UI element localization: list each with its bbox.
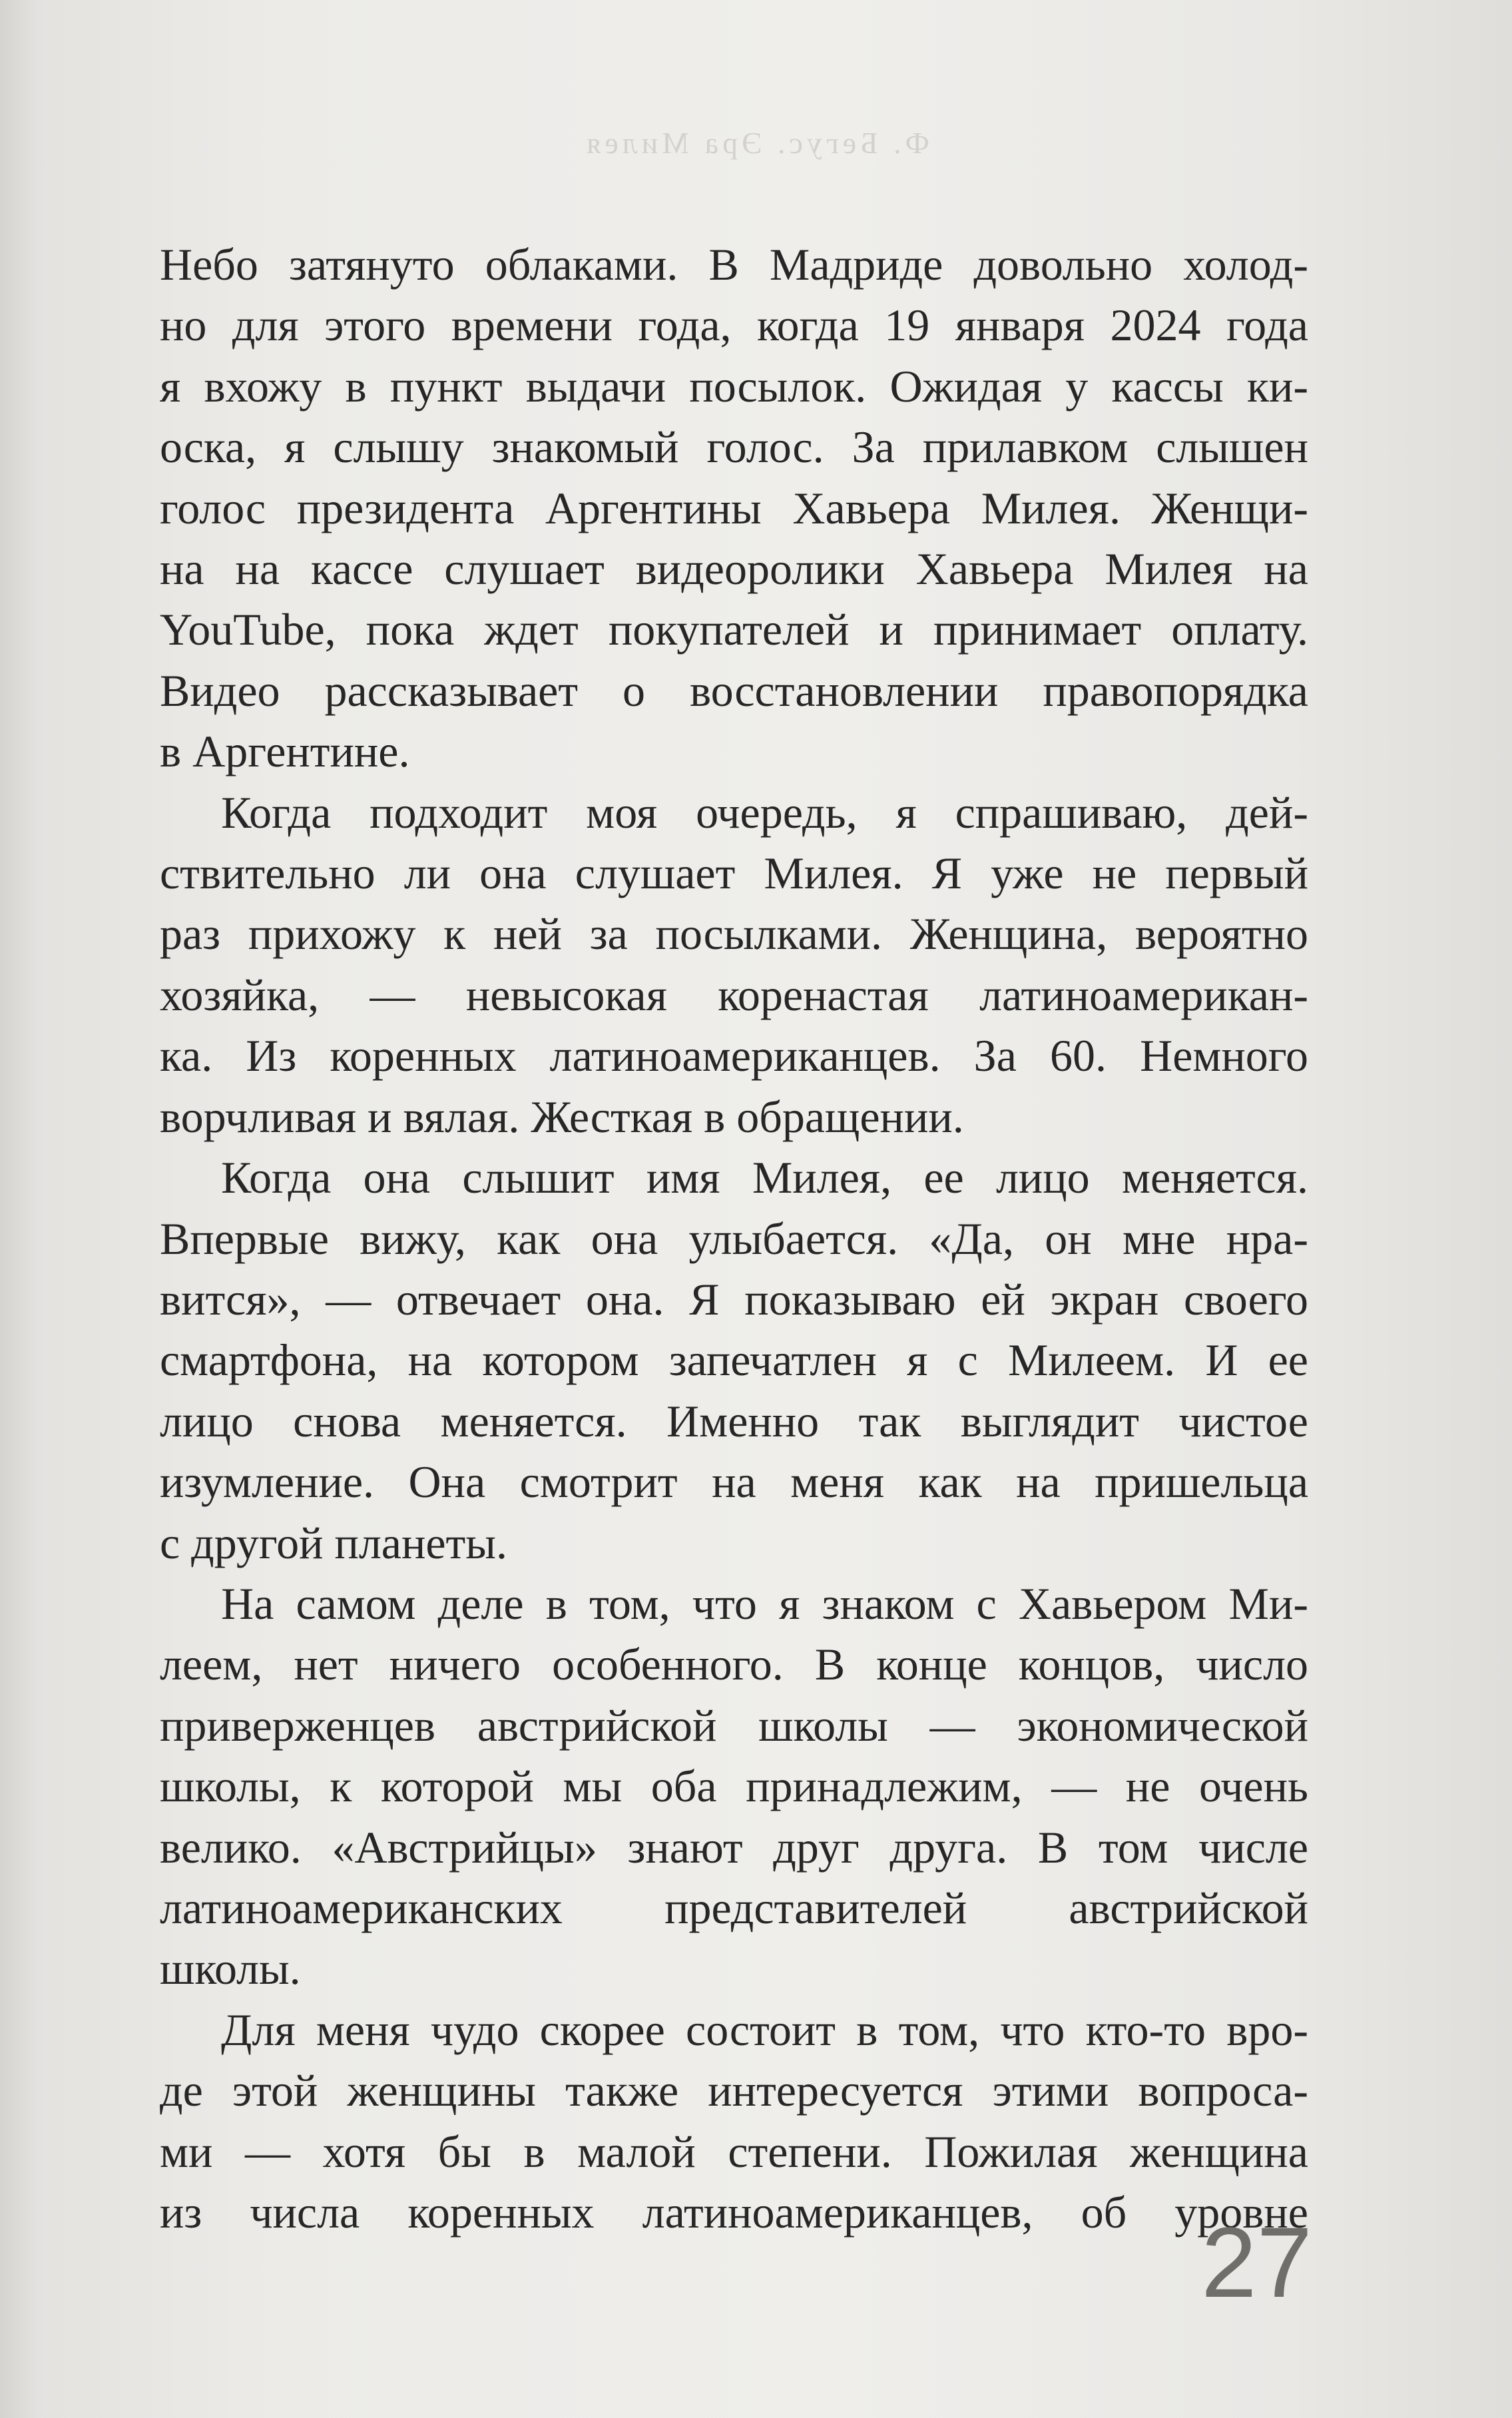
text-line: школы, к которой мы оба принадлежим, — не очень [160, 1761, 1308, 1812]
paragraph-3 [160, 1147, 1308, 1574]
text-line: ка. Из коренных латиноамериканцев. За 60. Немного [160, 1030, 1308, 1081]
text-line: Небо затянуто облаками. В Мадриде довольно холод- [160, 239, 1308, 290]
text-line: YouTube, пока ждет покупателей и принимает оплату. [160, 604, 1308, 655]
text-line: Видео рассказывает о восстановлении правопорядка [160, 665, 1308, 716]
body-text [160, 234, 1308, 2243]
text-line: Для меня чудо скорее состоит в том, что кто-то вро- [221, 2004, 1308, 2055]
text-line: На самом деле в том, что я знаком с Хавьером Ми- [221, 1578, 1308, 1629]
text-line: велико. «Австрийцы» знают друг друга. В том числе [160, 1821, 1308, 1873]
text-line: хозяйка, — невысокая коренастая латиноамерикан- [160, 969, 1308, 1020]
text-line: ствительно ли она слушает Милея. Я уже не первый [160, 848, 1308, 899]
text-line: Впервые вижу, как она улыбается. «Да, он мне нра- [160, 1213, 1308, 1264]
text-line: смартфона, на котором запечатлен я с Милеем. И ее [160, 1335, 1308, 1386]
text-line: леем, нет ничего особенного. В конце концов, число [160, 1639, 1308, 1690]
text-line: голос президента Аргентины Хавьера Милея. Женщи- [160, 482, 1308, 533]
text-line: Когда она слышит имя Милея, ее лицо меняется. [221, 1152, 1308, 1203]
text-line: но для этого времени года, когда 19 января 2024 года [160, 300, 1308, 351]
paragraph-4 [160, 1574, 1308, 2000]
text-line: Когда подходит моя очередь, я спрашиваю, дей- [221, 786, 1308, 838]
paragraph-2 [160, 782, 1308, 1147]
text-line: я вхожу в пункт выдачи посылок. Ожидая у кассы ки- [160, 360, 1308, 412]
text-line: вится», — отвечает она. Я показываю ей экран своего [160, 1273, 1308, 1325]
text-line: ми — хотя бы в малой степени. Пожилая женщина [160, 2126, 1308, 2177]
text-line: с другой планеты. [160, 1517, 507, 1568]
text-line: из числа коренных латиноамериканцев, об уровне [160, 2187, 1308, 2238]
text-line: изумление. Она смотрит на меня как на пришельца [160, 1456, 1308, 1508]
text-line: де этой женщины также интересуется этими вопроса- [160, 2065, 1308, 2116]
text-line: ворчливая и вялая. Жесткая в обращении. [160, 1091, 964, 1142]
text-line: оска, я слышу знакомый голос. За прилавком слышен [160, 422, 1308, 473]
text-line: лицо снова меняется. Именно так выглядит чистое [160, 1395, 1308, 1446]
paragraph-1 [160, 234, 1308, 782]
text-line: раз прихожу к ней за посылками. Женщина, вероятно [160, 908, 1308, 960]
page-number: 27 [1201, 2206, 1312, 2318]
text-line: в Аргентине. [160, 726, 410, 777]
text-line: на на кассе слушает видеоролики Хавьера Милея на [160, 543, 1308, 595]
running-head-bleedthrough: Ф. Бегус. Эра Милея [583, 126, 929, 160]
text-line: латиноамериканских представителей австрийской [160, 1882, 1308, 1933]
page-edge-shadow [0, 0, 40, 2418]
text-line: приверженцев австрийской школы — экономической [160, 1699, 1308, 1751]
paragraph-5 [160, 2000, 1308, 2244]
text-line: школы. [160, 1943, 301, 1994]
